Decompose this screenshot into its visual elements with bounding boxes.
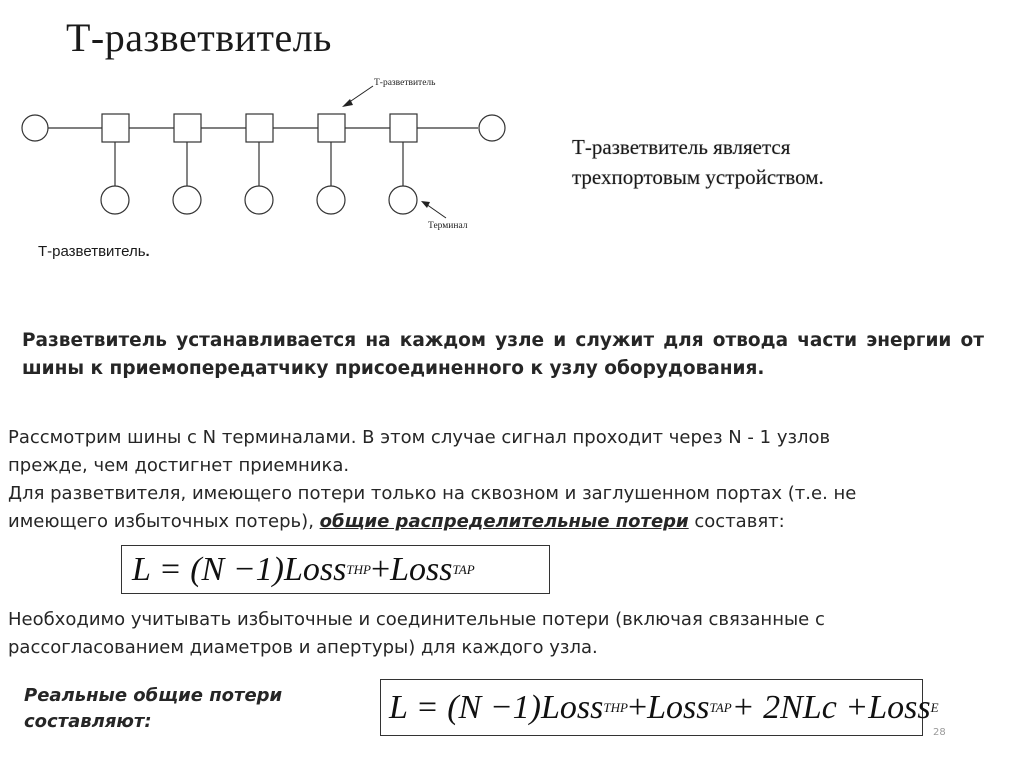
page-number: 28 <box>933 727 946 738</box>
tap-node <box>173 114 201 214</box>
side-note-line: трехпортовым устройством. <box>572 165 824 189</box>
formula-subscript: TAP <box>452 561 475 577</box>
text-line: Рассмотрим шины с N терминалами. В этом случае сигнал проходит через N - 1 узлов <box>8 427 831 448</box>
text-line: Реальные общие потери <box>24 685 283 706</box>
tap-node <box>317 114 345 214</box>
tap-node <box>389 114 417 214</box>
emphasized-term: общие распределительные потери <box>319 511 689 532</box>
text-span: составят: <box>688 511 785 532</box>
text-line: прежде, чем достигнет приемника. <box>8 455 350 476</box>
formula-operator: + <box>627 688 648 726</box>
slide-title: Т-разветвитель <box>66 15 332 60</box>
distribution-loss-formula <box>121 545 550 594</box>
text-line: составляют: <box>24 711 152 732</box>
text-line: Для разветвителя, имеющего потери только на сквозном и заглушенном портах (т.е. не <box>8 483 857 504</box>
formula-subscript: TAP <box>709 699 732 715</box>
formula-subscript: THP <box>346 561 371 577</box>
splitter-description: Разветвитель устанавливается на каждом узле и служит для отвода части энергии от шины к приемопередатчику присоединенного к узлу оборудования. <box>22 330 984 379</box>
formula-subscript: THP <box>603 699 628 715</box>
terminal-annotation-label: Терминал <box>428 221 468 231</box>
real-losses-label <box>24 683 282 735</box>
caption-dot: . <box>145 243 150 260</box>
formula-lhs: L = (N −1) <box>132 550 285 588</box>
text-line: рассогласованием диаметров и апертуры) для каждого узла. <box>8 637 598 658</box>
bus-end-circle-left <box>22 115 48 141</box>
excess-loss-paragraph <box>8 606 1008 662</box>
formula-operator: + <box>370 550 391 588</box>
side-note-line: Т-разветвитель является <box>572 135 791 159</box>
caption-text: Т-разветвитель <box>38 243 146 260</box>
formula-term: Loss <box>868 688 931 726</box>
formula-lhs: L = (N −1) <box>389 688 542 726</box>
side-note <box>572 132 824 192</box>
tap-node <box>245 114 273 214</box>
bus-loss-paragraph <box>8 424 1008 536</box>
terminal-annotation-arrow <box>426 204 446 218</box>
text-line <box>8 508 1008 536</box>
tap-node <box>101 114 129 214</box>
formula-term: Loss <box>647 688 710 726</box>
formula-term: Loss <box>541 688 604 726</box>
bus-end-circle-right <box>479 115 505 141</box>
text-line: Необходимо учитывать избыточные и соединительные потери (включая связанные с <box>8 609 825 630</box>
formula-term: Loss <box>284 550 347 588</box>
tap-annotation-arrow <box>348 86 373 103</box>
tap-annotation-label: Т-разветвитель <box>374 78 436 88</box>
diagram-caption <box>38 243 150 260</box>
text-span: имеющего избыточных потерь), <box>8 511 320 532</box>
formula-operator: + 2NLc + <box>731 688 869 726</box>
formula-term: Loss <box>390 550 453 588</box>
formula-subscript: E <box>930 699 939 715</box>
bus-tap-diagram <box>18 72 510 232</box>
real-loss-formula <box>380 679 939 736</box>
